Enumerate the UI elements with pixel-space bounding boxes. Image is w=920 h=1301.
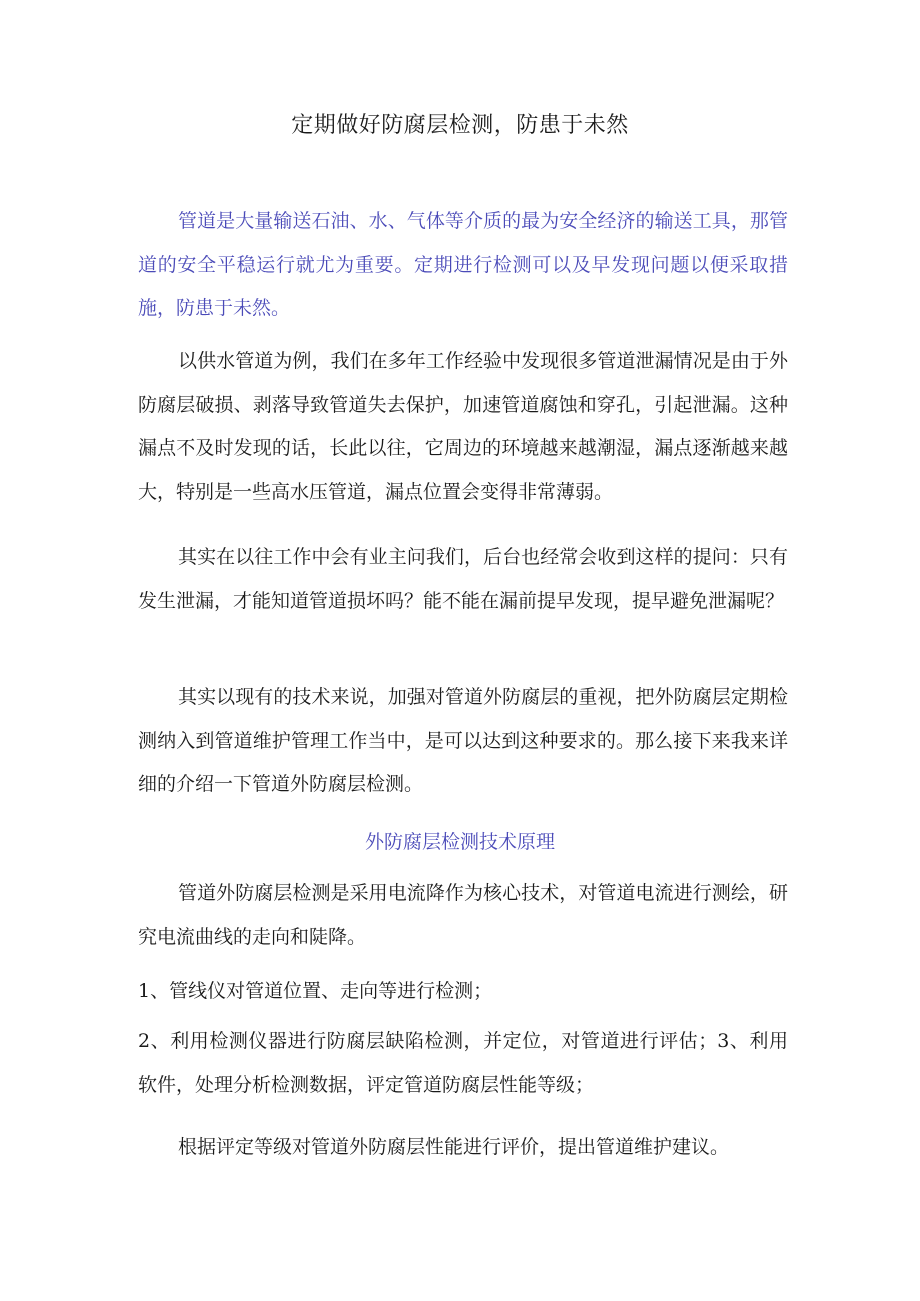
document-title: 定期做好防腐层检测，防患于未然 [291,113,629,138]
intro-paragraph: 管道是大量输送石油、水、气体等介质的最为安全经济的输送工具，那管道的安全平稳运行就尤为重要。定期进行检测可以及早发现问题以便采取措施，防患于未然。 [138,210,788,319]
conclusion-paragraph: 根据评定等级对管道外防腐层性能进行评价，提出管道维护建议。 [178,1136,730,1158]
section-heading: 外防腐层检测技术原理 [364,831,555,853]
leak-paragraph: 以供水管道为例，我们在多年工作经验中发现很多管道泄漏情况是由于外防腐层破损、剥落导致管道失去保护，加速管道腐蚀和穿孔，引起泄漏。这种漏点不及时发现的话，长此以往，它周边的环境越来越潮湿，漏点逐渐越来越大，特别是一些高水压管道，漏点位置会变得非常薄弱。 [138,350,788,503]
answer-paragraph: 其实以现有的技术来说，加强对管道外防腐层的重视，把外防腐层定期检测纳入到管道维护管理工作当中，是可以达到这种要求的。那么接下来我来详细的介绍一下管道外防腐层检测。 [138,686,788,795]
step-2-3-item: 2、利用检测仪器进行防腐层缺陷检测，并定位，对管道进行评估；3、利用软件，处理分析检测数据，评定管道防腐层性能等级； [138,1030,788,1096]
step-1-item: 1、管线仪对管道位置、走向等进行检测； [138,980,493,1002]
principle-paragraph: 管道外防腐层检测是采用电流降作为核心技术，对管道电流进行测绘，研究电流曲线的走向和陡降。 [138,882,788,948]
question-paragraph: 其实在以往工作中会有业主问我们，后台也经常会收到这样的提问：只有发生泄漏，才能知道管道损坏吗？能不能在漏前提早发现，提早避免泄漏呢？ [138,546,788,612]
